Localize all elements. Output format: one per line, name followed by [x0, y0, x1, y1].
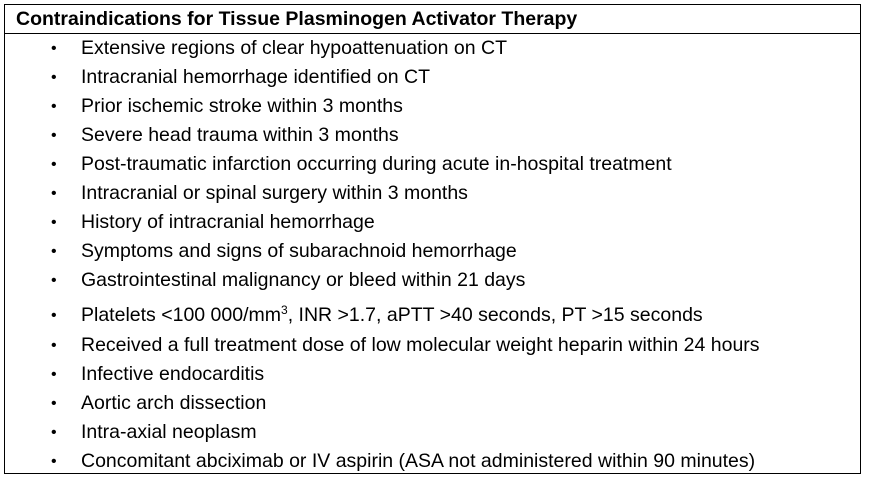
bullet-icon: •	[51, 98, 57, 115]
platelets-text: Platelets <100 000/mm	[81, 304, 281, 326]
list-item-text: Aortic arch dissection	[81, 392, 267, 414]
bullet-icon: •	[51, 395, 57, 412]
bullet-icon: •	[51, 127, 57, 144]
bullet-icon: •	[51, 185, 57, 202]
bullet-icon: •	[51, 243, 57, 260]
contraindications-table	[4, 4, 861, 474]
bullet-icon: •	[51, 307, 57, 324]
bullet-icon: •	[51, 156, 57, 173]
list-item-text: Post-traumatic infarction occurring during acute in-hospital treatment	[81, 153, 672, 175]
list-item-text	[81, 301, 703, 330]
bullet-icon: •	[51, 69, 57, 86]
list-item-text: Prior ischemic stroke within 3 months	[81, 95, 403, 117]
bullet-icon: •	[51, 272, 57, 289]
bullet-icon: •	[51, 424, 57, 441]
table-title: Contraindications for Tissue Plasminogen Activator Therapy	[5, 5, 860, 34]
list-item-text: Concomitant abciximab or IV aspirin (ASA not administered within 90 minutes)	[81, 450, 756, 472]
list-item-text: Intra-axial neoplasm	[81, 421, 257, 443]
list-item-text: Symptoms and signs of subarachnoid hemorrhage	[81, 240, 517, 262]
bullet-icon: •	[51, 337, 57, 354]
bullet-icon: •	[51, 453, 57, 470]
list-item-text: Intracranial or spinal surgery within 3 months	[81, 182, 468, 204]
list-item-text: Severe head trauma within 3 months	[81, 124, 399, 146]
superscript-exponent: 3	[281, 303, 288, 317]
bullet-icon: •	[51, 214, 57, 231]
list-item-text: Extensive regions of clear hypoattenuation on CT	[81, 37, 508, 59]
lab-thresholds-text: , INR >1.7, aPTT >40 seconds, PT >15 seconds	[287, 304, 703, 326]
bullet-icon: •	[51, 40, 57, 57]
list-item-text: Intracranial hemorrhage identified on CT	[81, 66, 431, 88]
list-item-text: Infective endocarditis	[81, 363, 265, 385]
bullet-icon: •	[51, 366, 57, 383]
list-item-text: Gastrointestinal malignancy or bleed within 21 days	[81, 269, 526, 291]
list-item-text: History of intracranial hemorrhage	[81, 211, 375, 233]
list-item-text: Received a full treatment dose of low molecular weight heparin within 24 hours	[81, 334, 760, 356]
